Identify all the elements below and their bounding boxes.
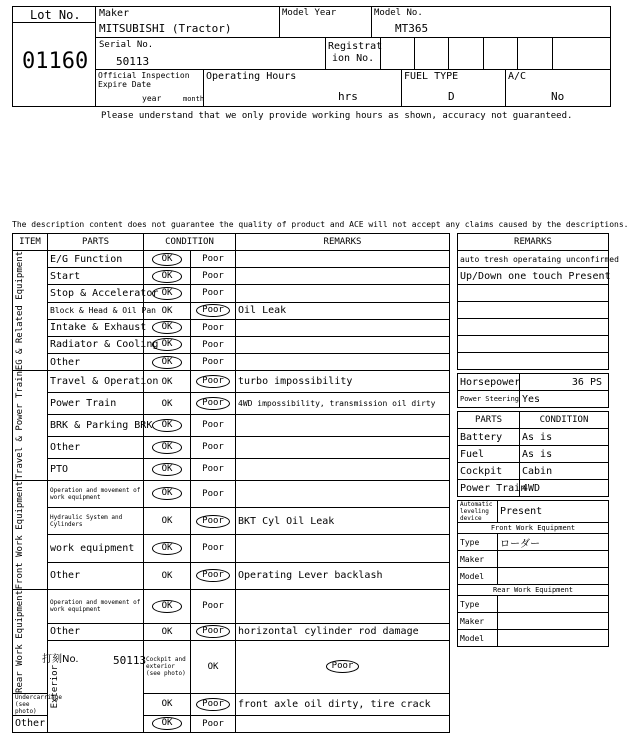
condition-ok-cell [144,393,191,415]
model-year-label: Model Year [282,8,337,18]
condition-ok: OK [152,441,183,454]
condition-ok: OK [152,356,183,369]
table-row [13,507,450,534]
condition-ok: OK [207,661,219,672]
part-name: Radiator & Cooling [48,336,144,353]
power-steering-value: Yes [520,391,609,408]
condition-ok: OK [152,338,183,351]
rear-maker-value [498,613,609,630]
right-remark-blank [458,302,609,319]
condition-poor-cell [191,535,236,562]
part-name: work equipment [48,535,144,562]
part-name: E/G Function [48,251,144,268]
year-label: year [142,94,162,103]
part-name: Stop & Accelerator [48,285,144,302]
header-vline [552,37,553,69]
table-row [13,458,450,480]
part-name: Undercarriage (see photo) [13,693,48,715]
stamp-no: 50113 [113,654,147,667]
condition-ok-cell [144,507,191,534]
condition-poor: Poor [196,698,230,711]
item-group-label: EG & Related Equipment [15,251,25,371]
front-model-label: Model [458,568,498,585]
header-vline [517,37,518,69]
part-name: Start [48,268,144,285]
condition-ok-cell [144,268,191,285]
table-row [13,562,450,589]
front-model-value [498,568,609,585]
parts-header: PARTS [48,234,144,251]
condition-ok: OK [161,398,173,409]
remark [236,480,450,507]
table-row [13,436,450,458]
condition-poor: Poor [202,271,224,282]
hours-unit: hrs [338,90,358,103]
header-vline [279,6,280,37]
inspection-label-2: Expire Date [98,80,151,89]
inspection-label-1: Official Inspection [98,71,190,80]
condition-ok-cell [144,354,191,371]
right-parts-header: PARTS [458,412,520,429]
lot-no-value: 01160 [22,49,89,74]
condition-poor: Poor [202,254,224,265]
part-name: Other [13,715,48,732]
right-remark-2: Up/Down one touch Present [458,268,609,285]
condition-poor-cell [191,589,236,623]
remark [236,354,450,371]
right-condition-header: CONDITION [520,412,609,429]
condition-poor-cell [191,715,236,732]
remark [236,414,450,436]
condition-poor-cell [236,640,450,693]
rear-model-label: Model [458,630,498,647]
auto-leveling-value: Present [498,501,609,523]
condition-poor: Poor [202,488,224,499]
front-type-label: Type [458,534,498,551]
right-remark-blank [458,319,609,336]
remark [236,251,450,268]
lot-no-label: Lot No. [30,8,81,22]
condition-ok-cell [144,562,191,589]
part-name: BRK & Parking BRK [48,414,144,436]
fuel-type-label: FUEL TYPE [404,71,459,82]
table-row [13,354,450,371]
condition-poor-cell [191,285,236,302]
condition-poor-cell [191,268,236,285]
condition-poor: Poor [202,464,224,475]
condition-ok: OK [152,600,183,613]
condition-poor: Poor [196,569,230,582]
auto-leveling-label: Automatic leveling device [458,501,498,523]
battery-value: As is [520,429,609,446]
header-vline [371,6,372,37]
registration-label-2: ion No. [332,53,375,64]
condition-ok-cell [144,715,191,732]
serial-no-label: Serial No. [99,40,154,50]
parts-condition-table [457,411,609,497]
table-row [13,535,450,562]
condition-ok-cell [144,480,191,507]
part-name: Other [48,354,144,371]
item-group-label: Front Work Equipment [15,480,25,589]
condition-poor-cell [191,562,236,589]
remark [236,336,450,353]
condition-ok: OK [161,626,173,637]
table-row [13,371,450,393]
fuel-value: As is [520,446,609,463]
condition-ok: OK [152,487,183,500]
front-maker-label: Maker [458,551,498,568]
condition-poor-cell [191,507,236,534]
condition-ok-cell [144,623,191,640]
registration-label-1: Registrat [328,41,383,52]
condition-poor: Poor [202,718,224,729]
condition-ok: OK [161,699,173,710]
condition-ok: OK [161,376,173,387]
table-row [13,302,450,319]
condition-poor: Poor [202,442,224,453]
remark [236,715,450,732]
condition-ok: OK [152,287,183,300]
month-label: month [183,95,205,103]
condition-poor-cell [191,371,236,393]
table-row [13,480,450,507]
condition-poor-cell [191,458,236,480]
operating-hours-label: Operating Hours [206,71,297,82]
fuel-type-value: D [448,90,455,103]
table-row [13,251,450,268]
item-group-cell [13,480,48,589]
cockpit-value: Cabin [520,463,609,480]
item-header: ITEM [13,234,48,251]
condition-poor-cell [191,414,236,436]
condition-ok: OK [152,253,183,266]
condition-ok-cell [144,436,191,458]
rear-type-value [498,596,609,613]
condition-ok: OK [152,463,183,476]
right-remark-1: auto tresh operataing unconfirmed [458,251,609,268]
front-maker-value [498,551,609,568]
condition-poor-cell [191,302,236,319]
header-vline [414,37,415,69]
hours-notice: Please understand that we only provide working hours as shown, accuracy not guaranteed. [101,111,573,121]
condition-ok-cell [144,458,191,480]
condition-poor: Poor [202,339,224,350]
cockpit-label: Cockpit [458,463,520,480]
condition-poor: Poor [202,420,224,431]
remark [236,319,450,336]
right-remarks-header: REMARKS [458,234,609,251]
condition-poor-cell [191,693,236,715]
spec-table [457,373,609,408]
condition-poor-cell [191,623,236,640]
part-name: Intake & Exhaust [48,319,144,336]
table-row [13,393,450,415]
item-group-cell [13,589,48,693]
condition-ok-cell [144,589,191,623]
remark [236,589,450,623]
stamp-label: 打刻No. [42,654,79,665]
model-no-value: MT365 [395,22,429,35]
remark: front axle oil dirty, tire crack [236,693,450,715]
remark [236,268,450,285]
remark: 4WD impossibility, transmission oil dirty [236,393,450,415]
condition-poor-cell [191,480,236,507]
lot-no-divider [12,22,96,23]
remark: turbo impossibility [236,371,450,393]
remark [236,436,450,458]
rear-work-header: Rear Work Equipment [458,585,609,596]
rear-maker-label: Maker [458,613,498,630]
maker-label: Maker [99,8,130,19]
part-name: Hydraulic System and Cylinders [48,507,144,534]
part-name: Other [48,562,144,589]
part-name: Other [48,623,144,640]
right-remark-blank [458,336,609,353]
table-row [13,336,450,353]
condition-poor: Poor [196,375,230,388]
model-no-label: Model No. [374,8,423,18]
condition-ok: OK [152,717,183,730]
header-vline [483,37,484,69]
condition-poor-cell [191,251,236,268]
rear-type-label: Type [458,596,498,613]
right-remark-blank [458,353,609,370]
condition-poor: Poor [202,288,224,299]
condition-poor: Poor [326,660,360,673]
condition-ok-cell [144,251,191,268]
ac-value: No [551,90,565,103]
remarks-header: REMARKS [236,234,450,251]
remark [236,458,450,480]
condition-poor-cell [191,336,236,353]
right-remark-blank [458,285,609,302]
ac-label: A/C [508,71,527,82]
header-vline [325,37,326,69]
work-equipment-table [457,500,609,647]
table-row [13,285,450,302]
rear-model-value [498,630,609,647]
table-header-row [13,234,450,251]
remark: BKT Cyl Oil Leak [236,507,450,534]
condition-poor-cell [191,436,236,458]
remark: horizontal cylinder rod damage [236,623,450,640]
power-train-value: 4WD [520,480,609,497]
condition-poor: Poor [202,322,224,333]
description-notice: The description content does not guarantee the quality of product and ACE will not accept any claims caused by the descriptions. [12,220,629,229]
header-row-line-1 [95,37,611,38]
condition-poor: Poor [196,515,230,528]
condition-poor: Poor [196,625,230,638]
fuel-label: Fuel [458,446,520,463]
header-vline [401,69,402,107]
remark: Operating Lever backlash [236,562,450,589]
power-steering-label: Power Steering [458,391,520,408]
condition-poor: Poor [196,304,230,317]
condition-ok-cell [144,535,191,562]
condition-poor: Poor [202,601,224,612]
part-name: PTO [48,458,144,480]
power-train-label: Power Train [458,480,520,497]
table-row [13,640,450,693]
part-name: Block & Head & Oil Pan [48,302,144,319]
condition-poor-cell [191,319,236,336]
horsepower-label: Horsepower [458,374,520,391]
item-group-label: Rear Work Equipment [15,589,25,693]
condition-header: CONDITION [144,234,236,251]
condition-ok: OK [161,305,173,316]
remark [236,285,450,302]
maker-value: MITSUBISHI (Tractor) [99,22,232,35]
condition-ok: OK [152,321,183,334]
battery-label: Battery [458,429,520,446]
header-vline [505,69,506,107]
item-group-label: Exterior [50,664,60,709]
condition-poor: Poor [202,543,224,554]
condition-ok-cell [191,640,236,693]
part-name: Operation and movement of work equipment [48,589,144,623]
condition-ok: OK [152,419,183,432]
table-row [13,414,450,436]
condition-ok-cell [144,319,191,336]
condition-ok: OK [161,516,173,527]
table-row [13,268,450,285]
remark: Oil Leak [236,302,450,319]
condition-ok-cell [144,693,191,715]
table-row [13,623,450,640]
table-row [13,589,450,623]
header-vline [448,37,449,69]
part-name: Cockpit and exterior (see photo) [144,640,191,693]
serial-no-value: 50113 [116,55,150,68]
condition-poor-cell [191,354,236,371]
item-group-cell [13,371,48,480]
condition-poor: Poor [202,357,224,368]
condition-ok: OK [152,270,183,283]
item-group-label: Travel & Power Train [15,371,25,480]
front-work-header: Front Work Equipment [458,523,609,534]
header-row-line-2 [95,69,611,70]
table-row [13,319,450,336]
right-remarks-table [457,233,619,370]
remark [236,535,450,562]
condition-ok: OK [161,570,173,581]
condition-poor: Poor [196,397,230,410]
part-name: Power Train [48,393,144,415]
condition-ok: OK [152,542,183,555]
condition-poor-cell [191,393,236,415]
item-group-cell [13,251,48,371]
horsepower-value: 36 PS [520,374,609,391]
part-name: Travel & Operation [48,371,144,393]
part-name: Operation and movement of work equipment [48,480,144,507]
front-type-value: ローダー [498,534,609,551]
part-name: Other [48,436,144,458]
